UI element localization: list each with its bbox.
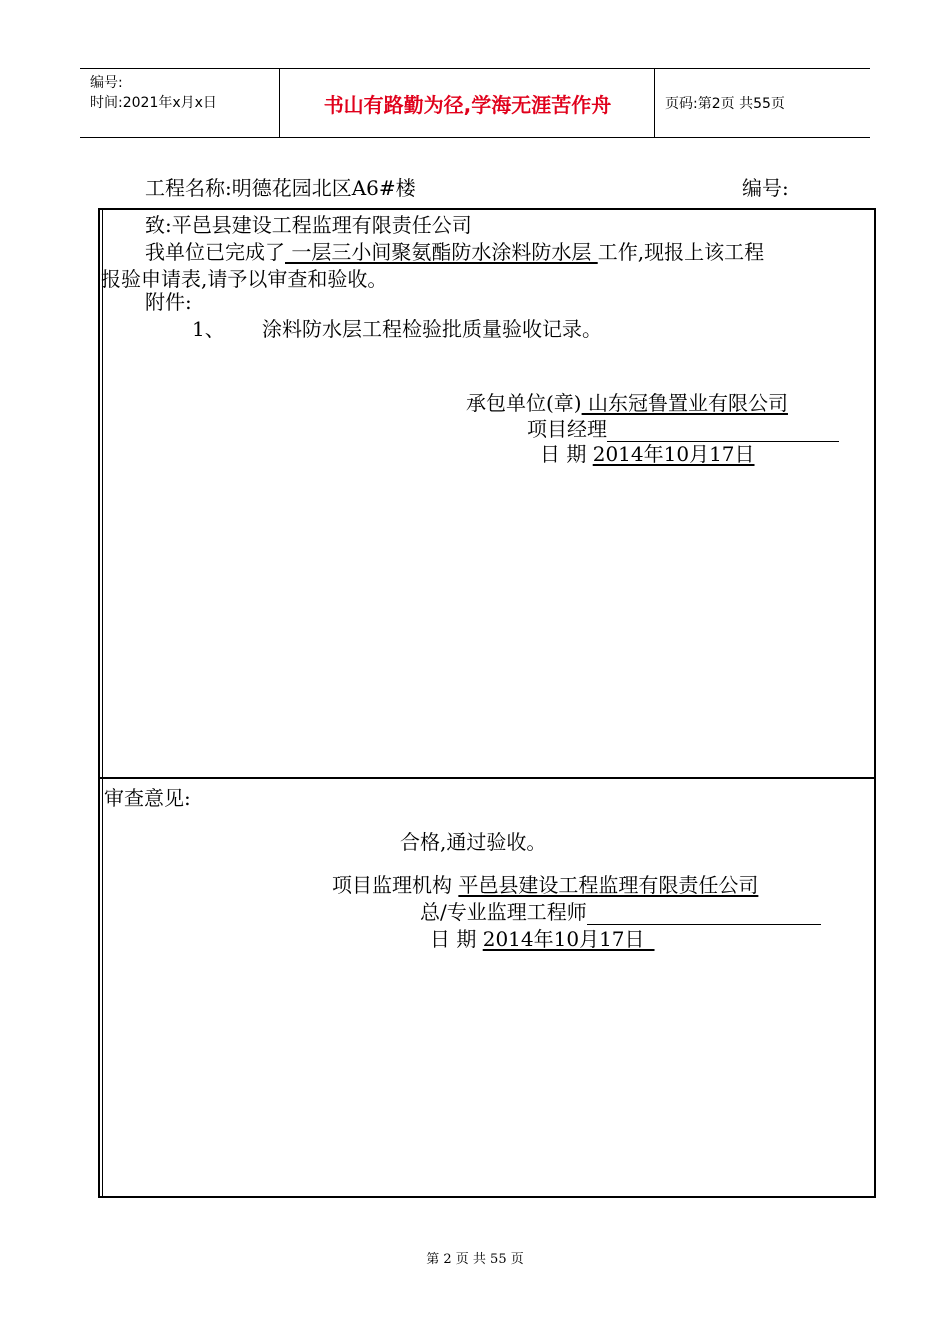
contractor-value: 山东冠鲁置业有限公司 xyxy=(581,391,788,415)
review-opinion: 合格,通过验收。 xyxy=(400,830,547,854)
attachment-label: 附件: xyxy=(145,290,192,314)
review-engineer-line xyxy=(420,899,821,925)
request-date-label: 日 期 xyxy=(540,442,587,466)
page-footer: 第 2 页 共 55 页 xyxy=(426,1252,524,1267)
request-date-line xyxy=(540,441,755,467)
attachment-text: 涂料防水层工程检验批质量验收记录。 xyxy=(262,317,602,341)
attachment-index: 1、 xyxy=(192,317,225,341)
header-number-label: 编号: xyxy=(90,75,123,91)
manager-line xyxy=(527,416,839,442)
request-line-1-suffix: 工作,现报上该工程 xyxy=(597,240,765,264)
manager-label: 项目经理 xyxy=(527,417,607,441)
header-page-info: 页码:第2页 共55页 xyxy=(665,96,785,112)
header-motto: 书山有路勤为径,学海无涯苦作舟 xyxy=(281,69,655,137)
project-number-label: 编号: xyxy=(742,176,789,200)
engineer-signature-blank xyxy=(587,902,821,925)
review-date-line xyxy=(430,926,655,952)
form-box xyxy=(98,208,876,1198)
request-recipient: 致:平邑县建设工程监理有限责任公司 xyxy=(145,213,472,237)
review-engineer-label: 总/专业监理工程师 xyxy=(420,900,587,924)
review-org-value: 平邑县建设工程监理有限责任公司 xyxy=(458,873,759,897)
review-label: 审查意见: xyxy=(104,786,191,810)
header-time-label: 时间:2021年x月x日 xyxy=(90,95,217,111)
project-name: 工程名称:明德花园北区A6#楼 xyxy=(145,176,416,200)
review-date-label: 日 期 xyxy=(430,927,477,951)
manager-signature-blank xyxy=(607,419,839,442)
review-org-label: 项目监理机构 xyxy=(332,873,452,897)
form-inner-border xyxy=(102,210,103,1198)
request-line-2: 报验申请表,请予以审查和验收。 xyxy=(101,267,388,291)
contractor-label: 承包单位(章) xyxy=(466,391,582,415)
review-date-value: 2014年10月17日_ xyxy=(482,927,655,951)
contractor-line xyxy=(466,390,788,416)
request-date-value: 2014年10月17日 xyxy=(592,442,755,466)
review-org-line xyxy=(332,872,758,898)
form-divider xyxy=(98,777,876,779)
document-header xyxy=(80,68,870,138)
request-line-1 xyxy=(145,239,764,265)
request-work-item: 一层三小间聚氨酯防水涂料防水层 xyxy=(285,240,598,264)
request-line-1-prefix: 我单位已完成了 xyxy=(145,240,285,264)
header-meta xyxy=(80,69,280,137)
